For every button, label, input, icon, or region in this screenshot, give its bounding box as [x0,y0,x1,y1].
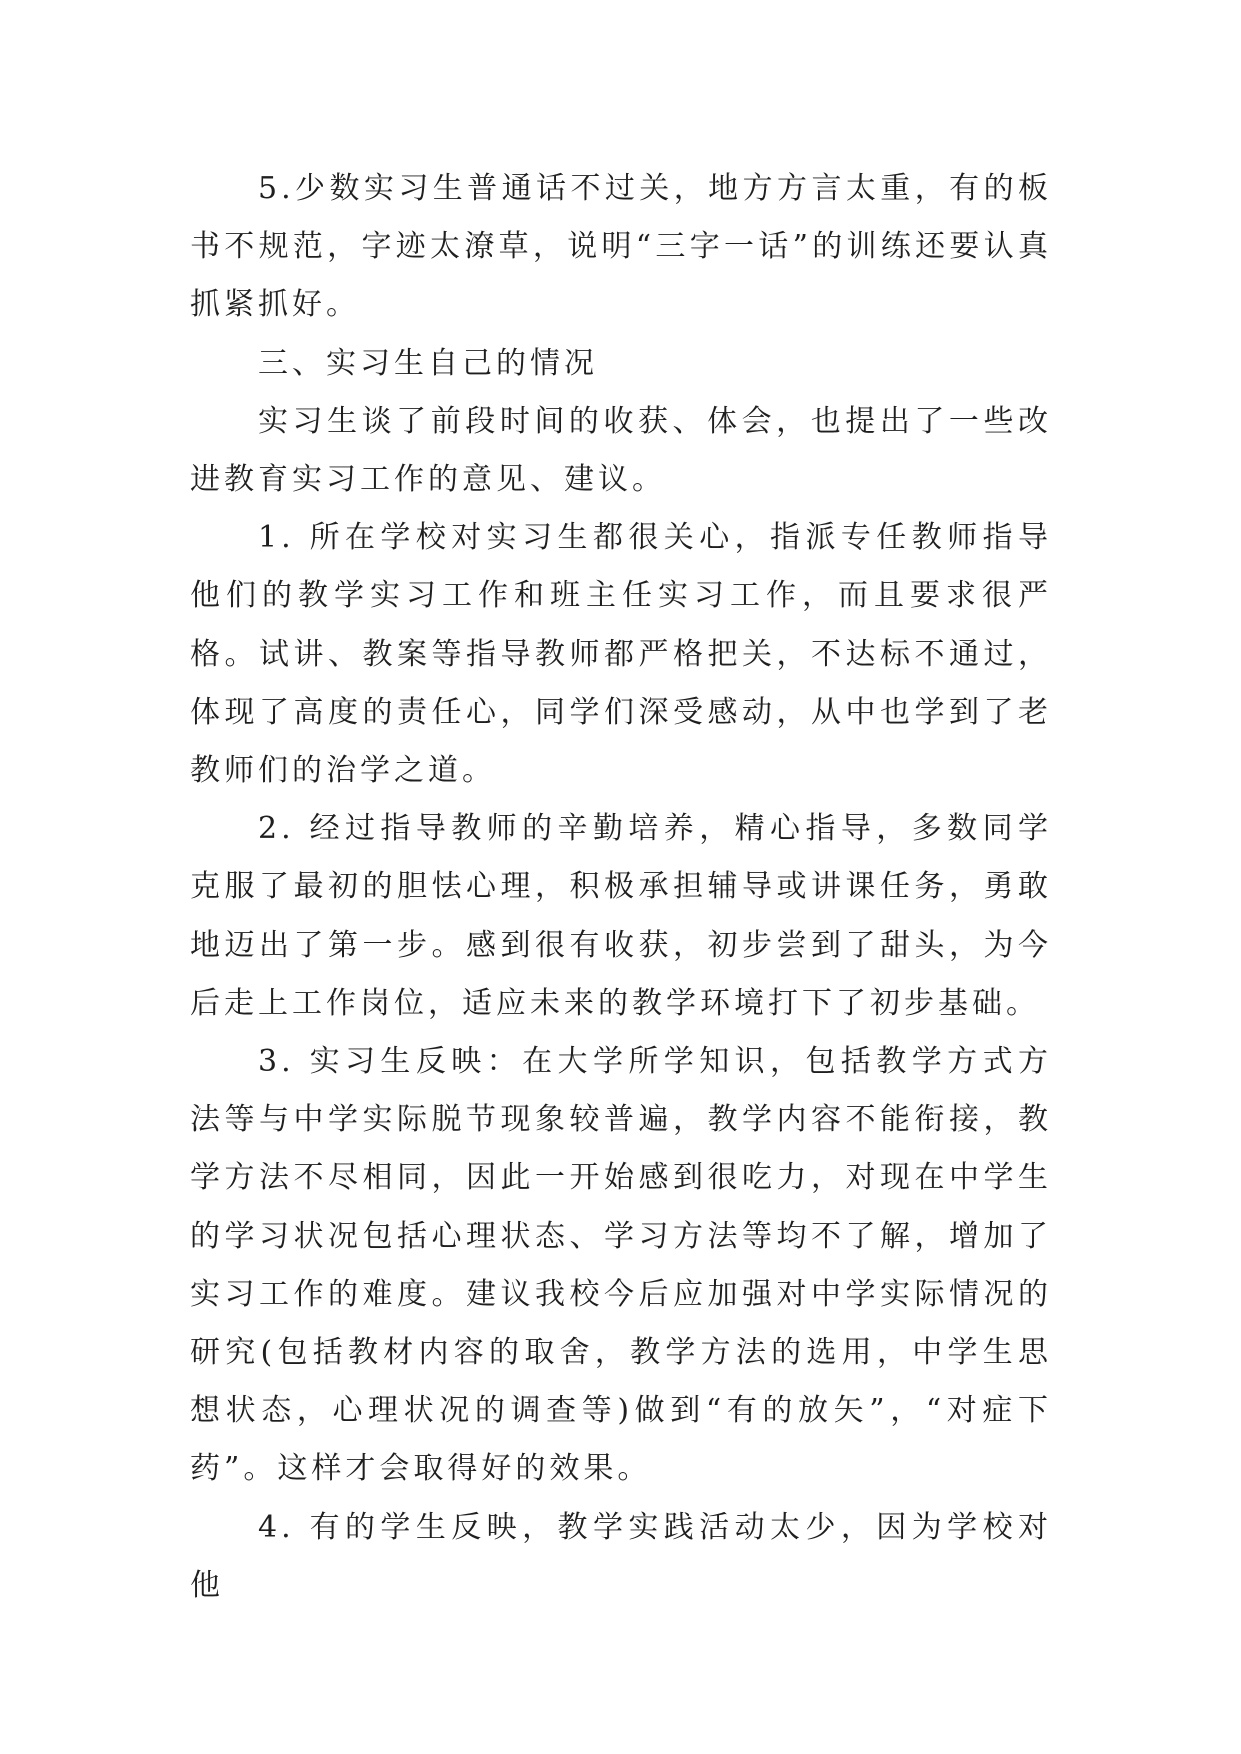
paragraph-intern-summary: 实习生谈了前段时间的收获、体会，也提出了一些改进教育实习工作的意见、建议。 [190,403,1052,498]
paragraph-point-4: 4. 有的学生反映，教学实践活动太少，因为学校对他 [190,1509,1052,1603]
document-body [190,160,1052,1615]
paragraph-point-3: 3. 实习生反映：在大学所学知识，包括教学方式方法等与中学实际脱节现象较普遍，教学内容不能衔接，教学方法不尽相同，因此一开始感到很吃力，对现在中学生的学习状况包括心理状态、学习方法等均不了解，增加了实习工作的难度。建议我校今后应加强对中学实际情况的研究(包括教材内容的取舍，教学方法的选用，中学生思想状态，心理状况的调查等)做到“有的放矢”，“对症下药”。这样才会取得好的效果。 [190,1044,1052,1487]
section-heading-intern-situation: 三、实习生自己的情况 [258,345,598,381]
paragraph-item-5-issue: 5.少数实习生普通话不过关，地方方言太重，有的板书不规范，字迹太潦草，说明“三字一话”的训练还要认真抓紧抓好。 [190,171,1052,323]
paragraph-point-2: 2. 经过指导教师的辛勤培养，精心指导，多数同学克服了最初的胆怯心理，积极承担辅导或讲课任务，勇敢地迈出了第一步。感到很有收获，初步尝到了甜头，为今后走上工作岗位，适应未来的教学环境打下了初步基础。 [190,811,1052,1021]
paragraph-point-1: 1. 所在学校对实习生都很关心，指派专任教师指导他们的教学实习工作和班主任实习工作，而且要求很严格。试讲、教案等指导教师都严格把关，不达标不通过，体现了高度的责任心，同学们深受感动，从中也学到了老教师们的治学之道。 [190,520,1052,789]
